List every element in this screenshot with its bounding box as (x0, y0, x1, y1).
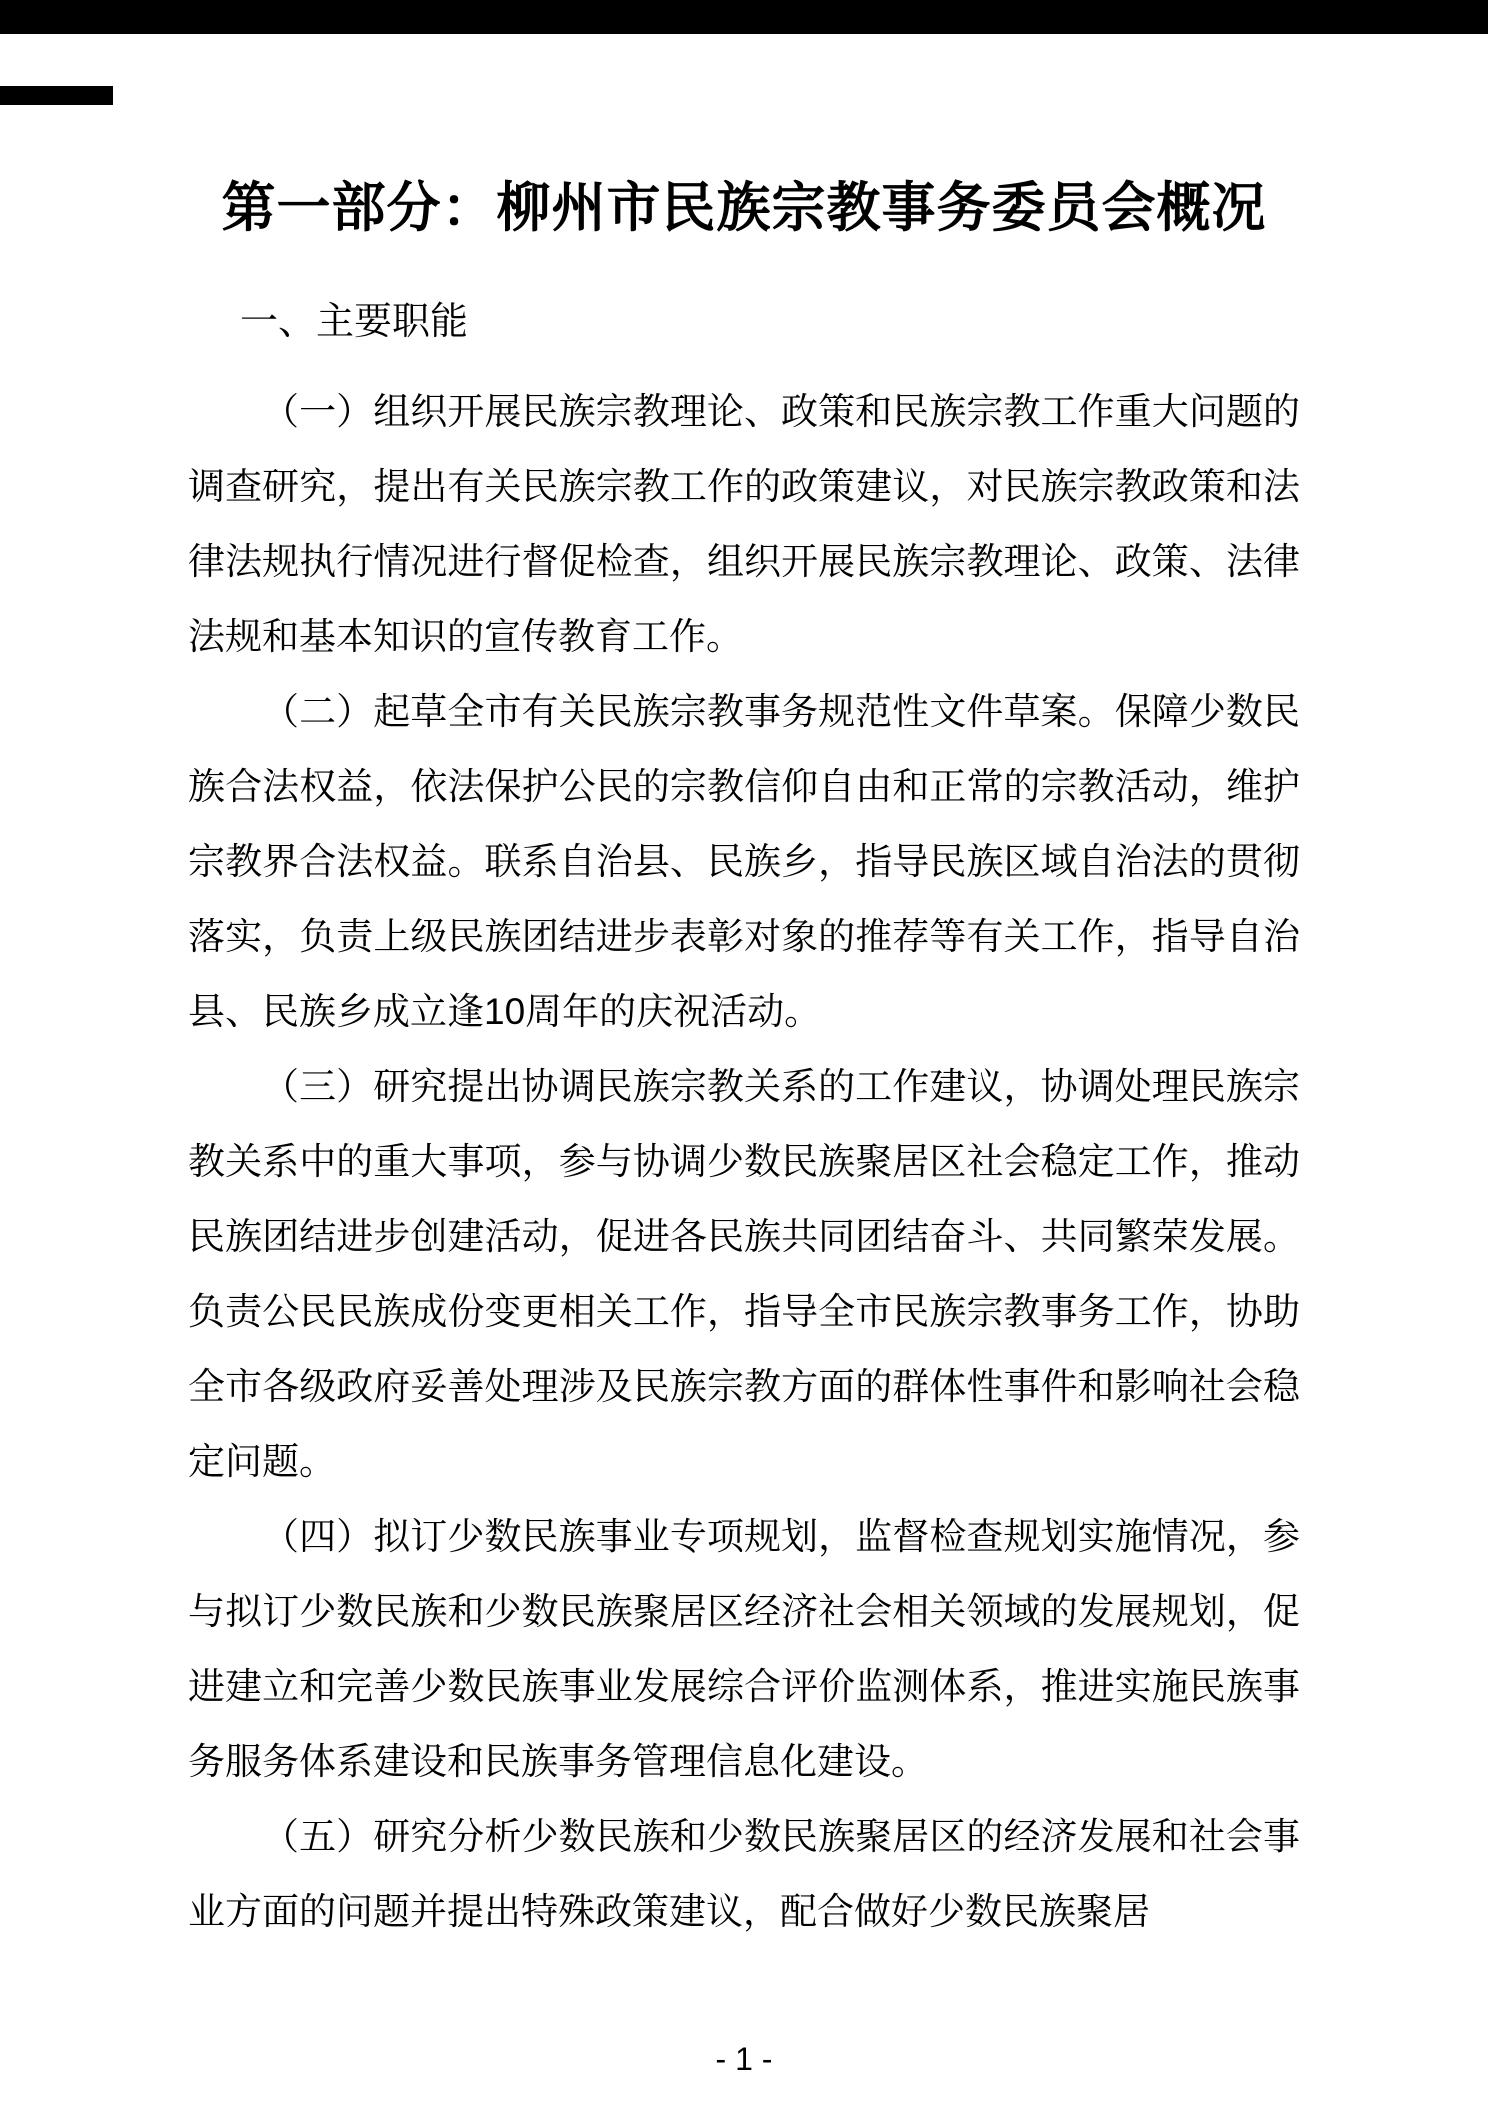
paragraph-4: （四）拟订少数民族事业专项规划，监督检查规划实施情况，参与拟订少数民族和少数民族聚居区经济社会相关领域的发展规划，促进建立和完善少数民族事业发展综合评价监测体系，推进实施民族事务服务体系建设和民族事务管理信息化建设。 (188, 1516, 1300, 1782)
scan-artifact-top-bar (0, 0, 1488, 34)
scan-artifact-left-mark (0, 86, 113, 105)
paragraph-5: （五）研究分析少数民族和少数民族聚居区的经济发展和社会事业方面的问题并提出特殊政策建议，配合做好少数民族聚居 (188, 1816, 1300, 1932)
paragraph-1: （一）组织开展民族宗教理论、政策和民族宗教工作重大问题的调查研究，提出有关民族宗教工作的政策建议，对民族宗教政策和法律法规执行情况进行督促检查，组织开展民族宗教理论、政策、法律法规和基本知识的宣传教育工作。 (188, 391, 1300, 657)
document-body (188, 374, 1300, 1949)
section-heading: 一、主要职能 (240, 300, 469, 343)
paragraph-3: （三）研究提出协调民族宗教关系的工作建议，协调处理民族宗教关系中的重大事项，参与协调少数民族聚居区社会稳定工作，推动民族团结进步创建活动，促进各民族共同团结奋斗、共同繁荣发展。负责公民民族成份变更相关工作，指导全市民族宗教事务工作，协助全市各级政府妥善处理涉及民族宗教方面的群体性事件和影响社会稳定问题。 (188, 1066, 1300, 1482)
page-title: 第一部分：柳州市民族宗教事务委员会概况 (221, 178, 1267, 239)
page-number: - 1 - (715, 2041, 773, 2077)
paragraph-2: （二）起草全市有关民族宗教事务规范性文件草案。保障少数民族合法权益，依法保护公民的宗教信仰自由和正常的宗教活动，维护宗教界合法权益。联系自治县、民族乡，指导民族区域自治法的贯彻落实，负责上级民族团结进步表彰对象的推荐等有关工作，指导自治县、民族乡成立逢10周年的庆祝活动。 (188, 691, 1300, 1032)
